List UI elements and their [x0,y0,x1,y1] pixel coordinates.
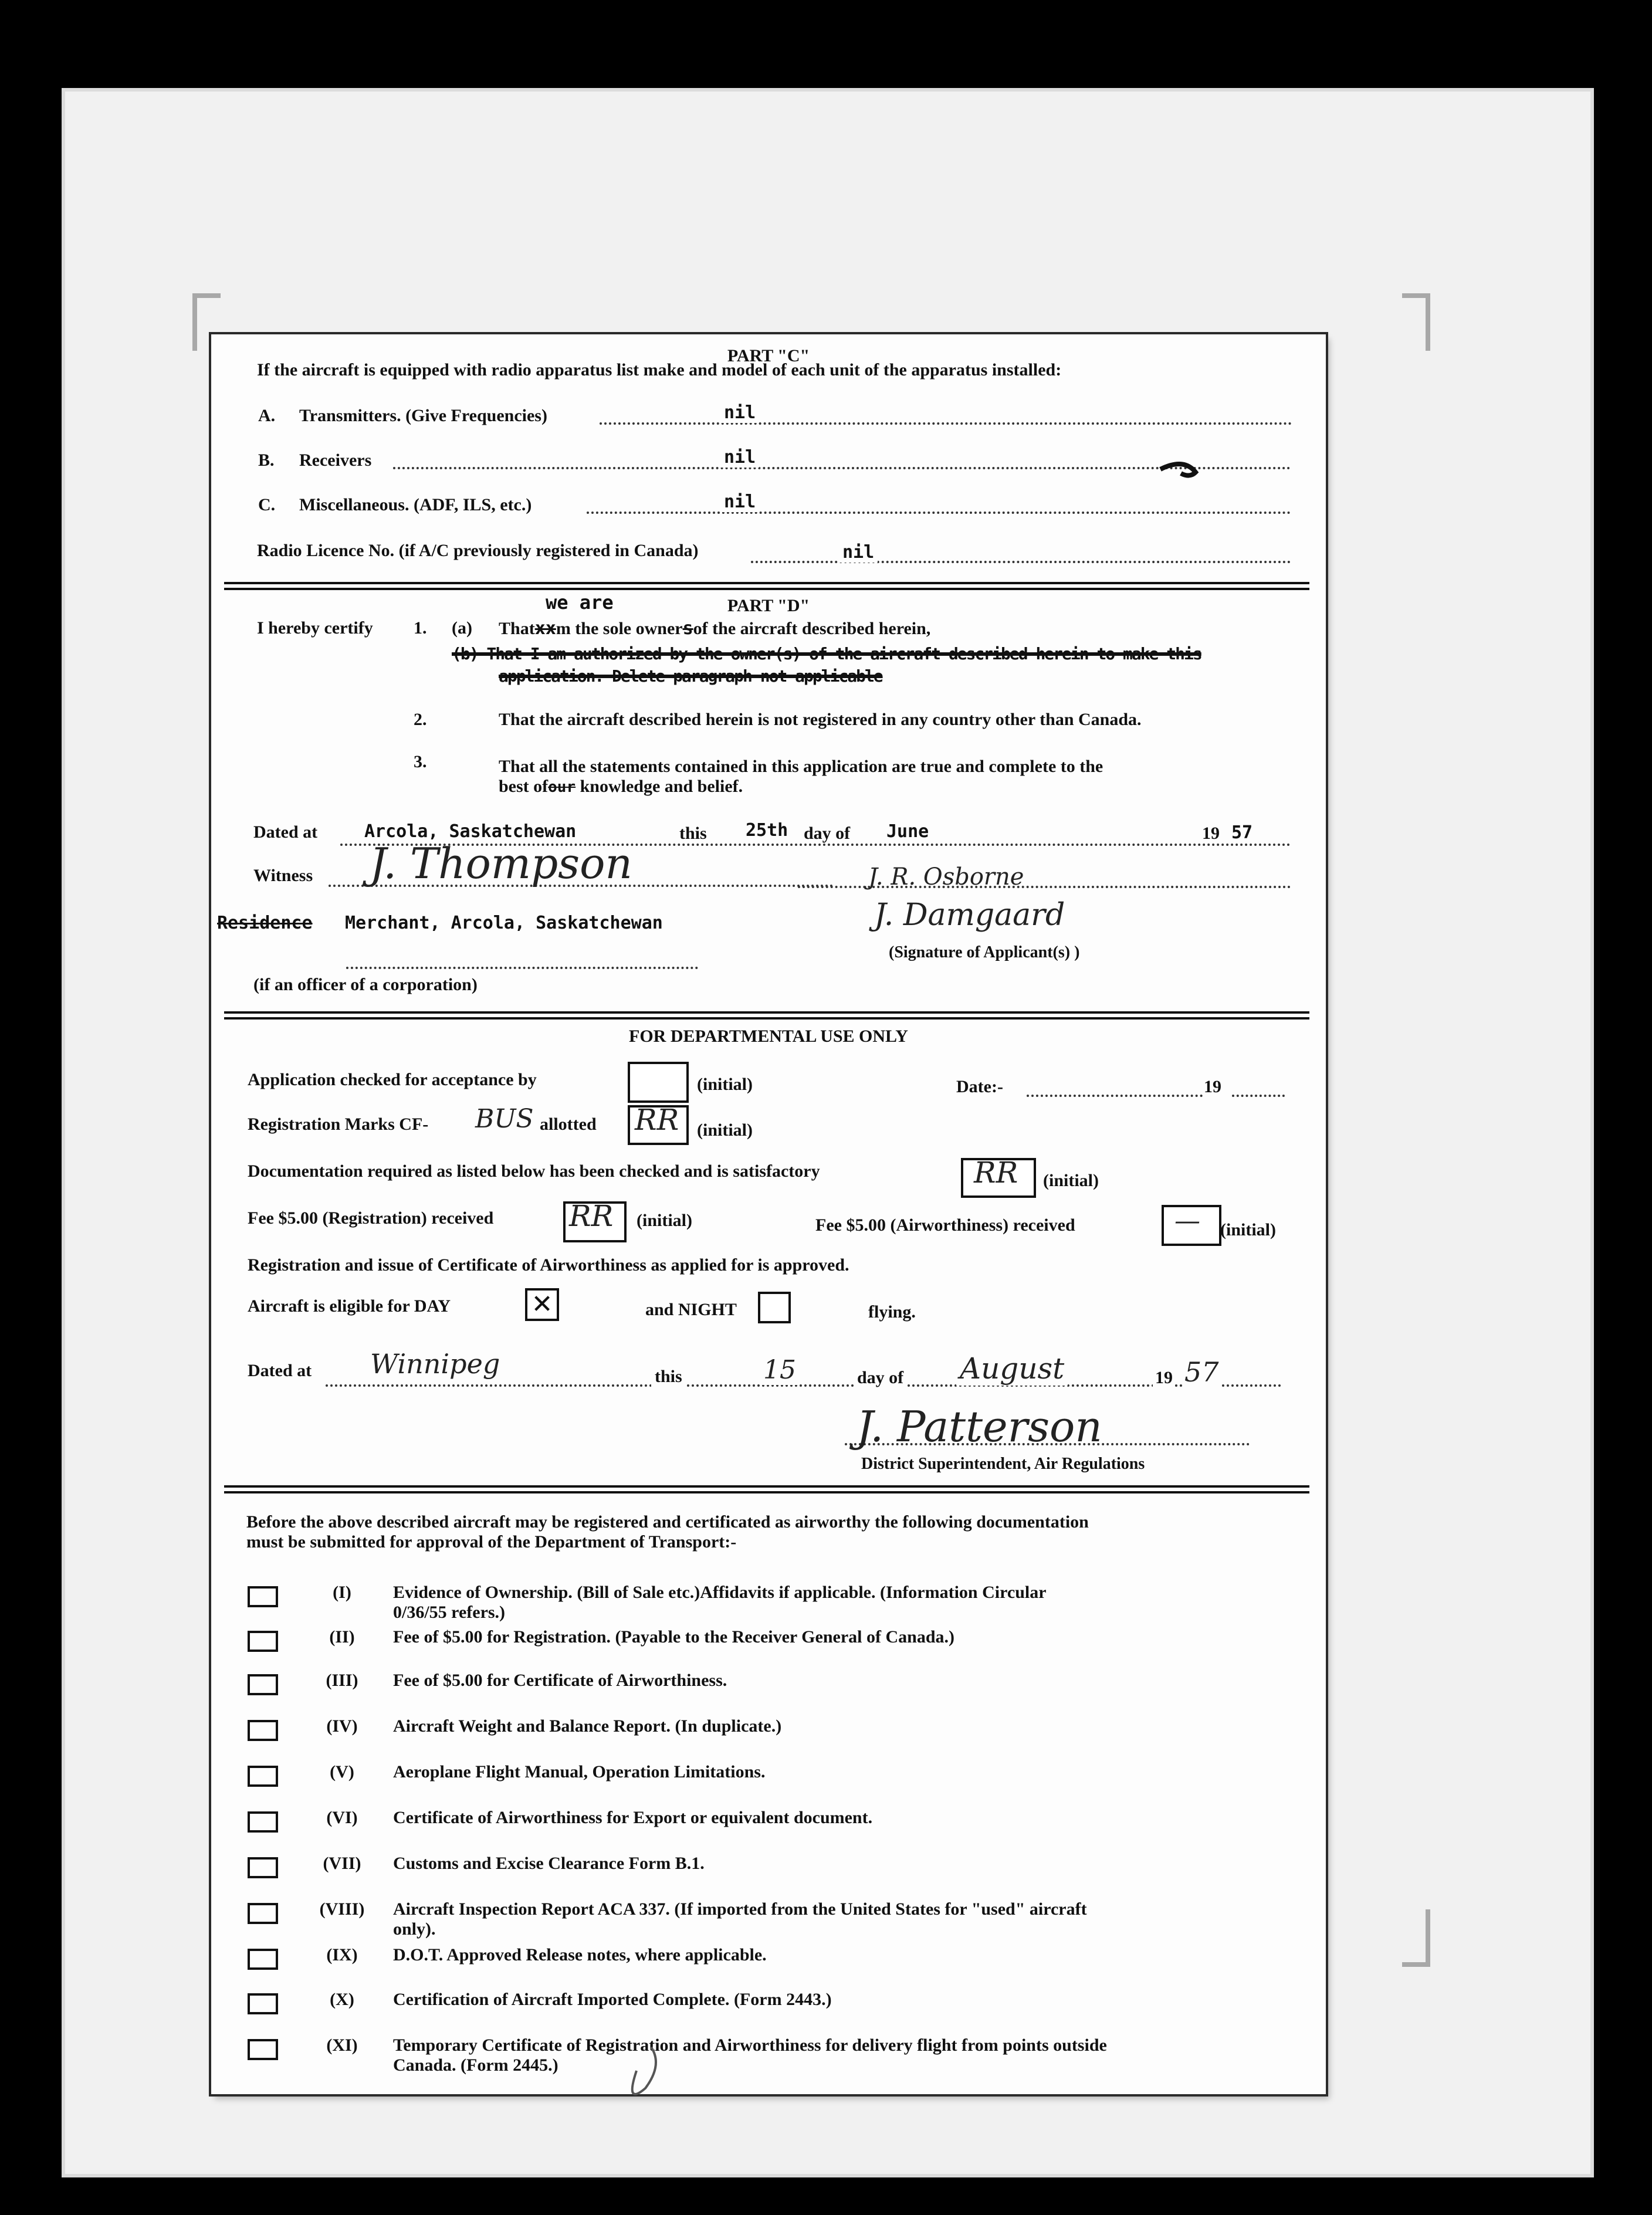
document-item-number: (X) [330,1990,354,2009]
section-divider [224,588,1309,590]
eligible-day-label: Aircraft is eligible for DAY [248,1296,451,1316]
receivers-label: Receivers [299,451,372,470]
statement-text: best of [499,777,549,796]
document-item-text: Certification of Aircraft Imported Complete. (Form 2443.) [393,1990,832,2009]
ownership-statement [499,618,930,639]
document-checkbox[interactable] [248,1993,278,2014]
reg-marks-label: Registration Marks CF- [248,1115,429,1134]
initial-box-empty [628,1062,689,1103]
document-item-number: (VI) [326,1808,358,1827]
struck-text: xx [534,618,556,639]
document-checkbox[interactable] [248,1949,278,1970]
dotted-leader [587,512,1291,514]
dotted-leader [1232,1095,1285,1097]
document-checkbox[interactable] [248,2039,278,2060]
part-c-intro: If the aircraft is equipped with radio apparatus list make and model of each unit of the apparatus installed: [257,360,1062,380]
documentation-intro: must be submitted for approval of the Department of Transport:- [246,1532,737,1552]
document-item-number: (II) [329,1627,355,1647]
initials-value: RR [569,1199,614,1233]
day-value: 25th [742,820,791,841]
dotted-leader [600,422,1292,425]
section-divider [224,1017,1309,1020]
approval-statement: Registration and issue of Certificate of Airworthiness as applied for is approved. [248,1255,849,1275]
dated-at-label: Dated at [248,1361,312,1380]
crop-mark [1402,1909,1430,1967]
ownership-text: of the aircraft described herein, [693,619,931,638]
month-value: June [883,821,932,842]
row-letter: A. [258,406,276,425]
fee-airworthiness-label: Fee $5.00 (Airworthiness) received [815,1215,1075,1235]
document-item-text: only). [393,1919,436,1939]
documentation-checked-label: Documentation required as listed below has been checked and is satisfactory [248,1161,820,1181]
year-prefix: 19 [1153,1368,1175,1388]
year-prefix: 19 [1200,824,1222,844]
dotted-leader [346,967,698,969]
document-checkbox[interactable] [248,1857,278,1878]
this-label: this [675,824,712,844]
document-item-text: Temporary Certificate of Registration and Airworthiness for delivery flight from points outside [393,2036,1107,2055]
document-checkbox[interactable] [248,1674,278,1695]
section-divider [224,582,1309,584]
dated-place-value: Arcola, Saskatchewan [361,821,580,842]
struck-paragraph-b: (b) That I am authorized by the owner(s) of the aircraft described herein to make this [452,644,1201,663]
item-number: 1. [414,618,427,638]
initials-value: RR [974,1156,1018,1190]
document-item-number: (VIII) [319,1899,365,1919]
knowledge-statement [499,777,743,797]
struck-residence-label: Residence [217,913,313,933]
dotted-leader [751,561,1291,563]
section-divider [224,1011,1309,1014]
day-of-label: day of [799,824,855,844]
part-d-title: PART "D" [727,596,810,615]
document-item-text: Customs and Excise Clearance Form B.1. [393,1854,705,1873]
date-year-prefix: 19 [1204,1077,1221,1096]
initial-label: (initial) [637,1211,692,1230]
true-complete-statement: That all the statements contained in this application are true and complete to the [499,757,1103,776]
dept-dated-place: Winnipeg [367,1348,503,1380]
witness-signature: J. Thompson [370,839,632,888]
initials-value: RR [635,1103,679,1137]
document-checkbox[interactable] [248,1586,278,1607]
item-number: 2. [414,710,427,729]
ownership-text: That [499,619,535,638]
document-checkbox[interactable] [248,1811,278,1833]
fee-registration-label: Fee $5.00 (Registration) received [248,1208,494,1228]
signature-caption: (Signature of Applicant(s) ) [889,943,1080,961]
dept-year-value: 57 [1182,1356,1221,1388]
transmitters-label: Transmitters. (Give Frequencies) [299,406,547,425]
document-checkbox[interactable] [248,1903,278,1924]
witness-label: Witness [253,866,313,885]
radio-licence-label: Radio Licence No. (if A/C previously registered in Canada) [257,541,699,560]
fee-airworthiness-value: — [1174,1206,1200,1236]
crop-mark [1402,293,1430,351]
part-c-title: PART "C" [727,346,810,365]
section-divider [224,1491,1309,1493]
officer-label: (if an officer of a corporation) [253,975,478,994]
miscellaneous-label: Miscellaneous. (ADF, ILS, etc.) [299,495,532,514]
document-item-number: (III) [326,1671,358,1690]
night-label: and NIGHT [645,1300,737,1319]
initial-label: (initial) [1043,1171,1099,1190]
radio-licence-value: nil [839,542,878,563]
transmitters-value: nil [720,402,759,423]
receivers-value: nil [720,447,759,468]
application-form-page [211,334,1326,2094]
dept-day-value: 15 [760,1355,800,1385]
flying-label: flying. [868,1302,916,1322]
year-value: 57 [1229,822,1255,843]
document-item-number: (V) [330,1762,354,1782]
document-item-text: Aeroplane Flight Manual, Operation Limitations. [393,1762,766,1782]
document-item-number: (IV) [326,1716,358,1736]
document-item-number: (XI) [326,2036,358,2055]
not-registered-statement: That the aircraft described herein is not registered in any country other than Canada. [499,710,1142,729]
residence-label [217,913,313,933]
document-checkbox[interactable] [248,1720,278,1741]
document-item-text: D.O.T. Approved Release notes, where applicable. [393,1945,767,1965]
row-letter: C. [258,495,276,514]
dept-month-value: August [956,1352,1068,1386]
applicant-signature: J. R. Osborne [868,863,1024,890]
checked-label: Application checked for acceptance by [248,1070,537,1089]
dotted-leader [1027,1095,1203,1097]
document-item-text: Fee of $5.00 for Registration. (Payable to the Receiver General of Canada.) [393,1627,954,1647]
document-checkbox[interactable] [248,1766,278,1787]
dotted-leader [326,1384,1282,1387]
struck-text: our [548,778,576,796]
dotted-leader [393,467,1291,469]
miscellaneous-value: nil [720,492,759,512]
struck-text: s [682,618,693,639]
document-item-number: (I) [333,1583,351,1602]
document-item-text: Fee of $5.00 for Certificate of Airworthiness. [393,1671,727,1690]
night-checkbox[interactable] [758,1292,791,1323]
document-item-text: Canada. (Form 2445.) [393,2055,558,2075]
initial-label: (initial) [1220,1220,1276,1239]
dated-at-label: Dated at [253,822,318,842]
row-letter: B. [258,451,275,470]
item-number: 3. [414,752,427,771]
document-item-text: Certificate of Airworthiness for Export or equivalent document. [393,1808,873,1827]
ownership-text: m the sole owner [556,619,683,638]
superintendent-signature: J. Patterson [857,1402,1102,1451]
superintendent-caption: District Superintendent, Air Regulations [861,1455,1145,1473]
residence-value: Merchant, Arcola, Saskatchewan [345,913,663,933]
item-sub-a: (a) [452,618,472,638]
typed-insert-we-are: we are [546,591,614,614]
reg-marks-value: BUS [475,1104,534,1134]
document-item-text: Aircraft Weight and Balance Report. (In duplicate.) [393,1716,782,1736]
statement-text: knowledge and belief. [580,777,743,796]
document-item-text: 0/36/55 refers.) [393,1603,506,1622]
document-item-number: (VII) [323,1854,361,1873]
struck-paragraph-b: application. Delete paragraph not applicable [499,666,882,686]
date-label: Date:- [956,1077,1003,1096]
document-item-text: Aircraft Inspection Report ACA 337. (If imported from the United States for "used" aircraft [393,1899,1087,1919]
initial-label: (initial) [697,1120,753,1140]
initial-label: (initial) [697,1075,753,1094]
document-item-number: (IX) [326,1945,358,1965]
departmental-title: FOR DEPARTMENTAL USE ONLY [629,1027,908,1046]
certify-label: I hereby certify [257,618,373,638]
documentation-intro: Before the above described aircraft may be registered and certificated as airworthy the following documentation [246,1512,1089,1532]
this-label: this [651,1367,686,1387]
document-checkbox[interactable] [248,1631,278,1652]
allotted-label: allotted [540,1115,597,1134]
day-checkbox[interactable]: ✕ [525,1288,559,1321]
section-divider [224,1485,1309,1488]
document-item-text: Evidence of Ownership. (Bill of Sale etc.)Affidavits if applicable. (Information Circular [393,1583,1047,1602]
applicant-signature: J. Damgaard [874,897,1065,933]
day-of-label: day of [854,1368,907,1388]
